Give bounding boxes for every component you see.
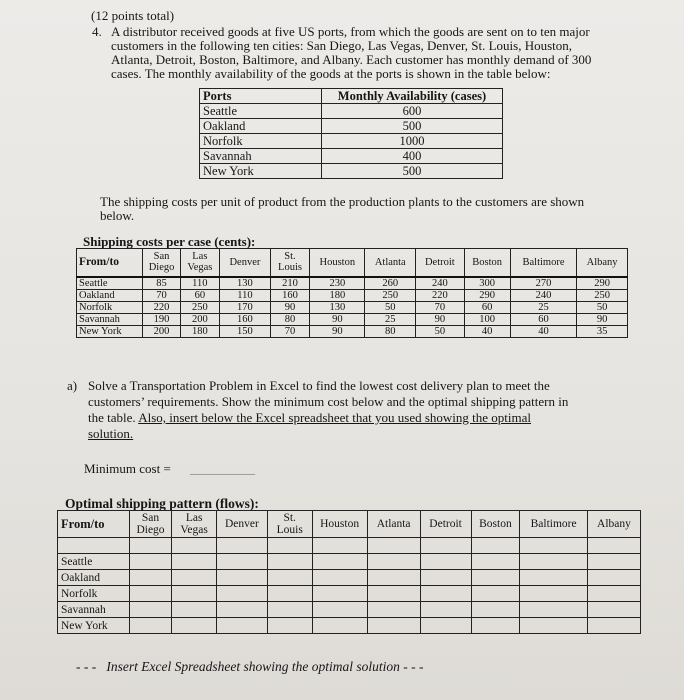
- port-name: Oakland: [200, 119, 322, 134]
- cost-cell: 240: [416, 277, 464, 290]
- flow-cell[interactable]: [172, 618, 217, 634]
- shipping-cost-table: [76, 248, 628, 338]
- table-row: [77, 277, 628, 290]
- availability-value: 1000: [322, 134, 503, 149]
- cost-cell: 230: [310, 277, 365, 290]
- cost-cell: 130: [220, 277, 271, 290]
- part-a-label: a): [67, 378, 78, 393]
- cost-cell: 90: [310, 313, 365, 325]
- column-header-st-louis: St. Louis: [270, 249, 309, 277]
- cost-cell: 220: [416, 289, 464, 301]
- cost-cell: 90: [577, 313, 628, 325]
- cost-cell: 60: [180, 289, 219, 301]
- cost-cell: 90: [310, 325, 365, 337]
- flow-cell[interactable]: [587, 618, 640, 634]
- row-port: New York: [77, 325, 143, 337]
- part-a-line-3: the table. Also, insert below the Excel spreadsheet that you used showing the optimal: [88, 410, 532, 425]
- table-row: [200, 149, 503, 164]
- cost-cell: 50: [577, 301, 628, 313]
- table-row: [58, 570, 641, 586]
- points-total: (12 points total): [91, 8, 175, 23]
- flow-cell[interactable]: [172, 586, 217, 602]
- cost-cell: 40: [510, 325, 576, 337]
- flow-column-denver: Denver: [216, 511, 267, 538]
- availability-value: 400: [322, 149, 503, 164]
- excel-insert-instruction: - - - Insert Excel Spreadsheet showing the optimal solution - - -: [76, 659, 424, 674]
- flow-cell[interactable]: [367, 602, 420, 618]
- cost-cell: 180: [180, 325, 219, 337]
- cost-cell: 70: [270, 325, 309, 337]
- table-row: [77, 325, 628, 337]
- cost-cell: 25: [510, 301, 576, 313]
- flow-cell[interactable]: [129, 618, 172, 634]
- column-header-denver: Denver: [220, 249, 271, 277]
- cost-cell: 85: [143, 277, 180, 290]
- flow-cell[interactable]: [520, 602, 588, 618]
- optimal-flow-table: [57, 510, 641, 634]
- flow-cell[interactable]: [312, 554, 367, 570]
- cost-cell: 190: [143, 313, 180, 325]
- ports-header: Ports: [200, 89, 322, 104]
- cost-cell: 80: [270, 313, 309, 325]
- row-port: Oakland: [77, 289, 143, 301]
- cost-cell: 260: [365, 277, 416, 290]
- flow-column-boston: Boston: [471, 511, 520, 538]
- flow-cell[interactable]: [216, 602, 267, 618]
- shipping-text-line-1: The shipping costs per unit of product from the production plants to the customers are shown: [100, 194, 585, 209]
- flow-row-port: Seattle: [58, 554, 130, 570]
- flow-cell[interactable]: [471, 618, 520, 634]
- flow-cell[interactable]: [312, 602, 367, 618]
- flow-cell[interactable]: [367, 586, 420, 602]
- flow-column-san-diego: San Diego: [129, 511, 172, 538]
- flow-cell[interactable]: [587, 602, 640, 618]
- cost-cell: 70: [143, 289, 180, 301]
- flow-cell[interactable]: [129, 554, 172, 570]
- flow-cell[interactable]: [216, 570, 267, 586]
- cost-cell: 90: [416, 313, 464, 325]
- table-row: [200, 164, 503, 179]
- flow-cell[interactable]: [471, 554, 520, 570]
- cost-cell: 160: [220, 313, 271, 325]
- column-header-atlanta: Atlanta: [365, 249, 416, 277]
- cost-cell: 200: [143, 325, 180, 337]
- part-a-line-1: Solve a Transportation Problem in Excel to find the lowest cost delivery plan to meet the: [88, 378, 550, 393]
- flow-cell[interactable]: [129, 570, 172, 586]
- flow-column-baltimore: Baltimore: [520, 511, 588, 538]
- cost-cell: 240: [510, 289, 576, 301]
- availability-value: 600: [322, 104, 503, 119]
- cost-table-title: Shipping costs per case (cents):: [83, 234, 256, 249]
- cost-cell: 110: [180, 277, 219, 290]
- flow-column-st-louis: St. Louis: [267, 511, 312, 538]
- flow-cell[interactable]: [367, 554, 420, 570]
- ports-availability-table: [199, 88, 503, 179]
- flow-cell[interactable]: [520, 570, 588, 586]
- question-line-1: A distributor received goods at five US ports, from which the goods are sent on to ten major: [111, 24, 590, 39]
- cost-corner-header: From/to: [77, 249, 143, 277]
- cost-cell: 180: [310, 289, 365, 301]
- cost-cell: 60: [464, 301, 510, 313]
- part-a-line-4: solution.: [88, 426, 134, 441]
- flow-cell[interactable]: [129, 586, 172, 602]
- cost-cell: 110: [220, 289, 271, 301]
- column-header-boston: Boston: [464, 249, 510, 277]
- flow-cell[interactable]: [367, 570, 420, 586]
- cost-cell: 160: [270, 289, 309, 301]
- flow-column-houston: Houston: [312, 511, 367, 538]
- flow-cell[interactable]: [520, 554, 588, 570]
- flow-cell[interactable]: [312, 586, 367, 602]
- flow-column-albany: Albany: [587, 511, 640, 538]
- flow-cell[interactable]: [216, 618, 267, 634]
- flow-cell[interactable]: [587, 570, 640, 586]
- cost-cell: 150: [220, 325, 271, 337]
- cost-cell: 60: [510, 313, 576, 325]
- flow-cell[interactable]: [129, 602, 172, 618]
- flow-cell[interactable]: [420, 602, 471, 618]
- cost-cell: 250: [577, 289, 628, 301]
- column-header-houston: Houston: [310, 249, 365, 277]
- flow-cell[interactable]: [312, 618, 367, 634]
- flow-cell[interactable]: [420, 618, 471, 634]
- availability-value: 500: [322, 119, 503, 134]
- table-row: [200, 134, 503, 149]
- table-row: [58, 586, 641, 602]
- flow-cell[interactable]: [312, 570, 367, 586]
- flow-column-atlanta: Atlanta: [367, 511, 420, 538]
- flow-row-port: Savannah: [58, 602, 130, 618]
- flow-cell[interactable]: [520, 618, 588, 634]
- flow-cell[interactable]: [267, 570, 312, 586]
- question-number: 4.: [92, 24, 102, 39]
- column-header-las-vegas: Las Vegas: [180, 249, 219, 277]
- flow-column-detroit: Detroit: [420, 511, 471, 538]
- flow-cell[interactable]: [471, 570, 520, 586]
- cost-cell: 210: [270, 277, 309, 290]
- column-header-baltimore: Baltimore: [510, 249, 576, 277]
- port-name: Savannah: [200, 149, 322, 164]
- cost-cell: 35: [577, 325, 628, 337]
- table-row: [200, 104, 503, 119]
- cost-cell: 50: [365, 301, 416, 313]
- flow-row-port: Norfolk: [58, 586, 130, 602]
- cost-cell: 50: [416, 325, 464, 337]
- flow-cell[interactable]: [172, 554, 217, 570]
- flow-cell[interactable]: [367, 618, 420, 634]
- cost-cell: 25: [365, 313, 416, 325]
- cost-cell: 250: [365, 289, 416, 301]
- flow-cell[interactable]: [587, 554, 640, 570]
- flow-corner-header: From/to: [58, 511, 130, 538]
- table-row: [58, 554, 641, 570]
- cost-cell: 290: [577, 277, 628, 290]
- cost-cell: 130: [310, 301, 365, 313]
- question-line-4: cases. The monthly availability of the goods at the ports is shown in the table below:: [111, 66, 551, 81]
- port-name: New York: [200, 164, 322, 179]
- flow-cell[interactable]: [420, 586, 471, 602]
- cost-cell: 270: [510, 277, 576, 290]
- column-header-albany: Albany: [577, 249, 628, 277]
- minimum-cost-label: Minimum cost =: [84, 461, 171, 476]
- cost-cell: 90: [270, 301, 309, 313]
- flow-table-title: Optimal shipping pattern (flows):: [65, 496, 259, 511]
- flow-cell[interactable]: [172, 602, 217, 618]
- table-row: [77, 289, 628, 301]
- port-name: Seattle: [200, 104, 322, 119]
- cost-cell: 80: [365, 325, 416, 337]
- table-row: [58, 618, 641, 634]
- flow-cell[interactable]: [267, 554, 312, 570]
- flow-cell[interactable]: [267, 602, 312, 618]
- flow-cell[interactable]: [420, 570, 471, 586]
- flow-row-port: New York: [58, 618, 130, 634]
- flow-column-las-vegas: Las Vegas: [172, 511, 217, 538]
- table-row: [77, 301, 628, 313]
- cost-cell: 100: [464, 313, 510, 325]
- cost-cell: 300: [464, 277, 510, 290]
- flow-cell[interactable]: [587, 586, 640, 602]
- table-row: [58, 602, 641, 618]
- column-header-detroit: Detroit: [416, 249, 464, 277]
- cost-cell: 170: [220, 301, 271, 313]
- row-port: Seattle: [77, 277, 143, 290]
- flow-row-port: Oakland: [58, 570, 130, 586]
- column-header-san-diego: San Diego: [143, 249, 180, 277]
- cost-cell: 40: [464, 325, 510, 337]
- table-row: [77, 313, 628, 325]
- cost-cell: 250: [180, 301, 219, 313]
- table-row: [58, 538, 641, 554]
- flow-cell[interactable]: [420, 554, 471, 570]
- flow-cell[interactable]: [267, 586, 312, 602]
- table-row: [200, 119, 503, 134]
- flow-cell[interactable]: [216, 586, 267, 602]
- row-port: Savannah: [77, 313, 143, 325]
- cost-cell: 290: [464, 289, 510, 301]
- flow-cell[interactable]: [216, 554, 267, 570]
- question-line-2: customers in the following ten cities: San Diego, Las Vegas, Denver, St. Louis, Houston,: [111, 38, 573, 53]
- cost-cell: 220: [143, 301, 180, 313]
- cost-cell: 200: [180, 313, 219, 325]
- flow-cell[interactable]: [471, 602, 520, 618]
- availability-header: Monthly Availability (cases): [322, 89, 503, 104]
- part-a-line-2: customers’ requirements. Show the minimum cost below and the optimal shipping pattern in: [88, 394, 569, 409]
- flow-cell[interactable]: [471, 586, 520, 602]
- cost-cell: 70: [416, 301, 464, 313]
- flow-cell[interactable]: [520, 586, 588, 602]
- row-port: Norfolk: [77, 301, 143, 313]
- question-line-3: Atlanta, Detroit, Boston, Baltimore, and Albany. Each customer has monthly demand of 300: [111, 52, 592, 67]
- availability-value: 500: [322, 164, 503, 179]
- port-name: Norfolk: [200, 134, 322, 149]
- shipping-text-line-2: below.: [100, 208, 135, 223]
- flow-cell[interactable]: [172, 570, 217, 586]
- flow-cell[interactable]: [267, 618, 312, 634]
- minimum-cost-blank[interactable]: __________: [190, 461, 255, 476]
